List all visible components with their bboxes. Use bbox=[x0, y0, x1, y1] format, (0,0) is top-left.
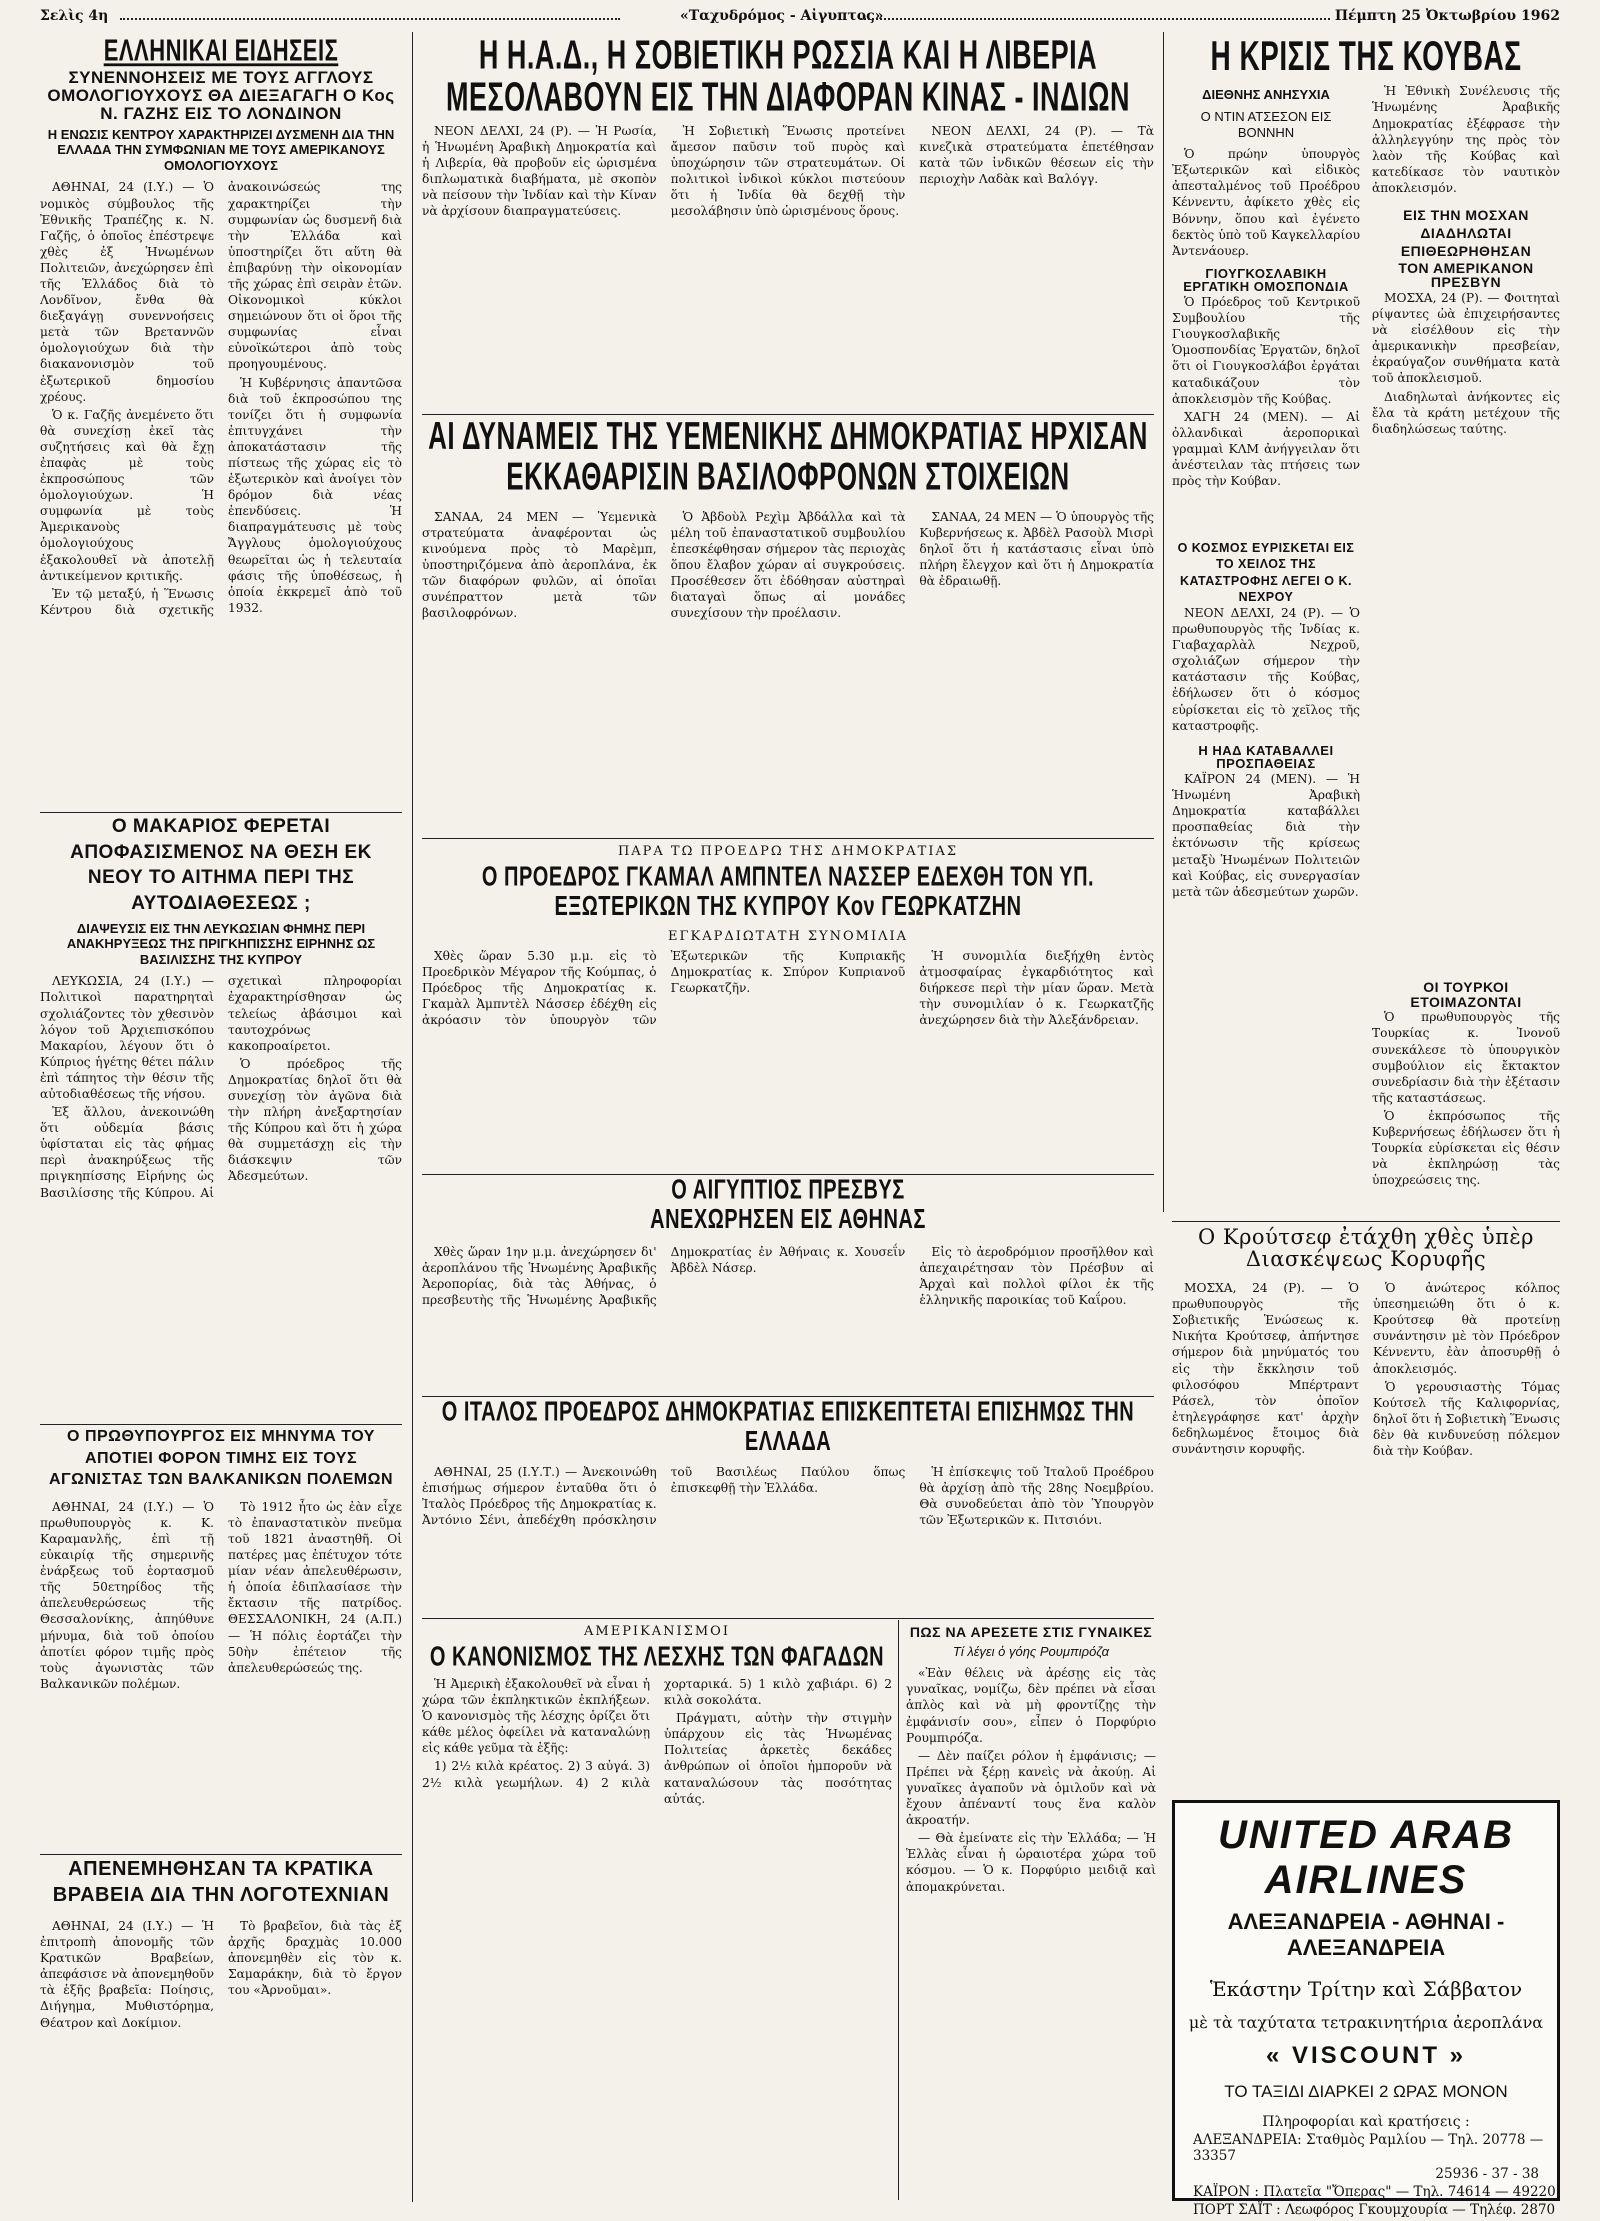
subheadline: ΕΓΚΑΡΔΙΩΤΑΤΗ ΣΥΝΟΜΙΛΙΑ bbox=[667, 929, 909, 944]
paragraph: Ὁ πρωθυπουργὸς τῆς Τουρκίας κ. Ἰνονοῦ συνεκάλεσε τὸ ὑπουργικὸν συμβούλιον εἰς ἔκτακτον συνεδρίασιν διὰ τὴν ἐξέτασιν τῆς καταστάσεως. bbox=[1372, 1010, 1560, 1105]
article-literary-prizes bbox=[40, 1856, 402, 2196]
kicker: ΠΑΡΑ ΤΩ ΠΡΟΕΔΡΩ ΤΗΣ ΔΗΜΟΚΡΑΤΙΑΣ bbox=[617, 844, 959, 859]
divider bbox=[40, 1424, 402, 1425]
article-body bbox=[1172, 771, 1360, 900]
subheadline: Η ΕΝΩΣΙΣ ΚΕΝΤΡΟΥ ΧΑΡΑΚΤΗΡΙΖΕΙ ΔΥΣΜΕΝΗ ΔΙΑ ΤΗΝ ΕΛΛΑΔΑ ΤΗΝ ΣΥΜΦΩΝΙΑΝ ΜΕ ΤΟΥΣ ΑΜΕΡΙΚΑΝΟΥΣ ΟΜΟΛΟΓΙΟΥΧΟΥΣ bbox=[47, 126, 395, 173]
divider bbox=[40, 1854, 402, 1855]
headline: Η ΗΑΔ ΚΑΤΑΒΑΛΛΕΙ ΠΡΟΣΠΑΘΕΙΑΣ bbox=[1198, 742, 1334, 772]
article-body bbox=[40, 1918, 402, 2031]
paper-name: «Ταχυδρόμος - Αἰγυπτος» bbox=[680, 8, 884, 24]
paragraph: — Θὰ ἐμείνατε εἰς τὴν Ἑλλάδα; — Ἡ Ἑλλὰς εἶναι ἡ ὡραιοτέρα χώρα τοῦ κόσμου. — Ὁ κ. Πορφύριο μειδιᾷ καὶ ἀπομακρύνεται. bbox=[906, 1831, 1156, 1894]
headline: Ο ΜΑΚΑΡΙΟΣ ΦΕΡΕΤΑΙ ΑΠΟΦΑΣΙΣΜΕΝΟΣ ΝΑ ΘΕΣΗ ΕΚ ΝΕΟΥ ΤΟ ΑΙΤΗΜΑ ΠΕΡΙ ΤΗΣ ΑΥΤΟΔΙΑΘΕΣΕΩΣ ; bbox=[70, 816, 372, 914]
article-body bbox=[40, 973, 402, 1200]
paragraph: «Ἐὰν θέλεις νὰ ἀρέσῃς εἰς τὰς γυναῖκας, νομίζω, δὲν πρέπει νὰ εἶσαι ἁπλὸς καὶ νὰ μὴ φροντίζῃς τὴν ἐμφάνισίν σου», εἶπεν ὁ Πορφύριο Ρουμπιρόζα. bbox=[906, 1666, 1156, 1745]
paragraph: Χθὲς ὥραν 5.30 μ.μ. εἰς τὸ Προεδρικὸν Μέγαρον τῆς Κούμπας, ὁ Πρόεδρος τῆς Δημοκρατίας κ. Γκαμὰλ Ἀμπντὲλ Νάσσερ ἐδέχθη εἰς ἀκρόασιν τὸν ὑπουργὸν τῶν Ἐξωτερικῶν τῆς Κυπριακῆς Δημοκρατίας κ. Σπύρον Κυπριανοῦ Γεωρκατζῆν. bbox=[422, 949, 906, 1028]
paragraph: Ἐξ ἄλλου, ἀνεκοινώθη ὅτι οὐδεμία βάσις ὑφίσταται εἰς τὰς φήμας περὶ ἀνακηρύξεως τῆς πριγκηπίσσης Εἰρήνης ὡς Βασιλίσσης τῆς Κύπρου. Αἱ σχετικαὶ πληροφορίαι ἐχαρακτηρίσθησαν ὡς τελείως ἀβάσιμοι καὶ ταυτοχρόνως κακοπροαίρετοι. bbox=[40, 974, 402, 1200]
kicker: ΑΜΕΡΙΚΑΝΙΣΜΟΙ bbox=[584, 1624, 730, 1639]
column-divider bbox=[898, 1620, 899, 2200]
subheadline: Τί λέγει ὁ γόης Ρουμπιρόζα bbox=[952, 1643, 1110, 1659]
article-body bbox=[1372, 83, 1560, 196]
article-body bbox=[422, 948, 1154, 1028]
article-makarios bbox=[40, 814, 402, 1416]
article-khrushchev bbox=[1172, 1226, 1560, 1796]
ad-contact-line: ΑΛΕΞΑΝΔΡΕΙΑ: Σταθμὸς Ραμλίου — Τηλ. 20778 — 33357 bbox=[1193, 2132, 1544, 2164]
article-body bbox=[1172, 605, 1360, 734]
article-women-body bbox=[906, 1625, 1156, 2200]
page-number: Σελὶς 4η bbox=[40, 8, 109, 24]
article-nasser-cyprus bbox=[422, 840, 1154, 1165]
headline: ΕΙΣ ΤΗΝ ΜΟΣΧΑΝ ΔΙΑΔΗΛΩΤΑΙ ΕΠΙΘΕΩΡΗΘΗΣΑΝ bbox=[1400, 207, 1532, 260]
cuba-left bbox=[1172, 83, 1360, 491]
paragraph: 1) 2½ κιλὰ κρέατος. 2) 3 αὐγά. 3) 2½ κιλὰ γεωμήλων. 4) 2 κιλὰ χορταρικά. 5) 1 κιλὸ χαβιάρι. 6) 2 κιλὰ σοκολάτα. bbox=[422, 1677, 892, 1790]
column-divider bbox=[412, 32, 413, 2202]
paragraph: Ὁ ἀνώτερος κόλπος ὑπεσημειώθη ὅτι ὁ κ. Κρούτσεφ θὰ προτείνῃ συνάντησιν μὲ τὸν Πρόεδρον Κέννεντυ, ἐὰν ἀποσυρθῇ ὁ ἀποκλεισμός. bbox=[1373, 1281, 1560, 1376]
paragraph: Τὸ 1912 ἦτο ὡς ἐὰν εἶχε τὸ ἐπαναστατικὸν πνεῦμα τοῦ 1821 ἀναστηθῆ. Οἱ πατέρες μας ἐπέτυχον τότε μίαν νέαν ἀπελευθέρωσιν, ἡ ὁποία ἐδιπλασίασε τὴν ἔκτασιν τῆς πατρίδος. ΘΕΣΣΑΛΟΝΙΚΗ, 24 (Α.Π.) — Ἡ πόλις ἑορτάζει τὴν 50ὴν ἐπέτειον τῆς ἀπελευθερώσεώς της. bbox=[228, 1499, 402, 1675]
headline: ΤΟΝ ΑΜΕΡΙΚΑΝΟΝ ΠΡΕΣΒΥΝ bbox=[1398, 259, 1534, 291]
headline: Ο Κρούτσεφ ἐτάχθη χθὲς ὑπὲρ Διασκέψεως Κορυφῆς bbox=[1198, 1226, 1534, 1272]
ad-duration: ΤΟ ΤΑΞΙΔΙ ΔΙΑΡΚΕΙ 2 ΩΡΑΣ ΜΟΝΟΝ bbox=[1224, 2082, 1508, 2101]
paragraph: ΛΕΥΚΩΣΙΑ, 24 (Ι.Υ.) — Πολιτικοὶ παρατηρηταὶ σχολιάζοντες τὸν χθεσινὸν λόγον τοῦ Ἀρχιεπισκόπου Μακαρίου, λέγουν ὅτι ὁ Κύπριος ἡγέτης θέτει πάλιν ἐπὶ τάπητος τὴν θέσιν τῆς αὐτοδιαθέσεως τῆς νήσου. bbox=[40, 974, 214, 1101]
article-body bbox=[422, 1676, 892, 1807]
paragraph: ΝΕΟΝ ΔΕΛΧΙ, 24 (Ρ). — Ὁ πρωθυπουργὸς τῆς Ἰνδίας κ. Γιαβαχαρλὰλ Νεχροῦ, σχολιάζων σήμερον τὴν κατάστασιν τῆς Κούβας, ἐδήλωσεν ὅτι ὁ κόσμος εὑρίσκεται εἰς τὸ χεῖλος τῆς καταστροφῆς. bbox=[1172, 606, 1360, 733]
paragraph: Ὁ Ἀβδοὺλ Ρεχὶμ Ἀβδάλλα καὶ τὰ μέλη τοῦ ἐπαναστατικοῦ συμβουλίου ἐπεσκέφθησαν σήμερον τὰς περιοχὰς ὅπου ἔλαβον χώραν αἱ συγκρούσεις. Προσέθεσεν ὅτι ἐδόθησαν αὐστηραὶ διαταγαὶ ὅπως αἱ μονάδες συνεχίσουν τὴν προέλασιν. bbox=[670, 509, 906, 621]
paragraph: Διαδηλωταὶ ἀνήκοντες εἰς ἔλα τὰ κράτη μετέχουν τῆς διαδηλώσεως ταύτης. bbox=[1372, 389, 1560, 436]
article-body bbox=[1172, 294, 1360, 489]
ad-contact-line: ΠΟΡΤ ΣΑΪΤ : Λεωφόρος Γκουμχουρία — Τηλέφ. 2870 bbox=[1193, 2202, 1556, 2218]
paragraph: ΑΘΗΝΑΙ, 24 (Ι.Υ.) — Ὁ νομικὸς σύμβουλος τῆς Ἐθνικῆς Τραπέζης κ. Ν. Γαζῆς, ὁ ὁποῖος ἐπέστρεψε χθὲς ἐξ Ἡνωμένων Πολιτειῶν, ἀνεχώρησεν ἐπὶ τῆς Ἑλλάδος διὰ τὸ Λονδῖνον, ἔνθα θὰ διεξαγάγῃ συνεννοήσεις μετὰ τῶν Βρεταννῶν ὁμολογιούχων διὰ τὴν διακανονισμὸν τοῦ ἐξωτερικοῦ δημοσίου χρέους. bbox=[40, 180, 214, 404]
masthead-rule-right bbox=[860, 18, 1330, 20]
article-india-china bbox=[422, 34, 1154, 404]
divider bbox=[40, 812, 402, 813]
paragraph: ΣΑΝΑΑ, 24 ΜΕΝ — Ὑεμενικὰ στρατεύματα ἀναφέρονται ὡς κινούμενα πρὸς τὸ Μαρὲμπ, ὑποστηριζόμενα ἀπὸ ἀεροπλάνα, ἐκ τῶν διαφόρων φυλῶν, αἱ ὁποῖαι συνέπραττον μετὰ τῶν βασιλοφρόνων. bbox=[422, 509, 657, 621]
ad-info-label: Πληροφορίαι καὶ κρατήσεις : bbox=[1262, 2114, 1470, 2130]
article-body bbox=[40, 1499, 402, 1692]
article-body bbox=[1172, 1280, 1560, 1460]
paragraph: Ὁ Πρόεδρος τοῦ Κεντρικοῦ Συμβουλίου τῆς Γιουγκοσλαβικῆς Ὁμοσπονδίας Ἐργατῶν, δηλοῖ ὅτι οἱ Γιουγκοσλάβοι ἐργάται καταδικάζουν τὸν ἀποκλεισμὸν τῆς Κούβας. bbox=[1172, 295, 1360, 406]
headline: ΑΠΕΝΕΜΗΘΗΣΑΝ ΤΑ ΚΡΑΤΙΚΑ ΒΡΑΒΕΙΑ ΔΙΑ ΤΗΝ ΛΟΓΟΤΕΧΝΙΑΝ bbox=[52, 1858, 390, 1906]
article-nehru bbox=[1172, 540, 1360, 1212]
paragraph: ΜΟΣΧΑ, 24 (Ρ). — Ὁ πρωθυπουργὸς τῆς Σοβιετικῆς Ἑνώσεως κ. Νικήτα Κρούτσεφ, ἀπήντησε σήμερον διὰ μηνύματός του εἰς τὴν ἔκκλησιν τοῦ φιλοσόφου Μπέρτραντ Ράσελ, τὸν ὁποῖον ἐτηλεγράφησε κατ' ἀρχὴν δεδηλωμένος ἔτοιμος διὰ συνάντησιν κορυφῆς. bbox=[1172, 1281, 1359, 1457]
paragraph: Ἡ Ἐθνικὴ Συνέλευσις τῆς Ἡνωμένης Ἀραβικῆς Δημοκρατίας ἐξέφρασε τὴν ἀλληλεγγύην της πρὸς τὸν λαὸν τῆς Κούβας καὶ κατεδίκασε τὸν ναυτικὸν ἀποκλεισμόν. bbox=[1372, 84, 1560, 195]
paragraph: ΝΕΟΝ ΔΕΛΧΙ, 24 (Ρ). — Τὰ κινεζικὰ στρατεύματα ἐπετέθησαν κατὰ τῶν ἰνδικῶν θέσεων εἰς τὴν περιοχὴν Λαδὰκ καὶ Βαλόγγ. bbox=[919, 123, 1154, 186]
issue-date: Πέμπτη 25 Ὀκτωβρίου 1962 bbox=[1334, 8, 1560, 24]
article-body bbox=[40, 179, 402, 618]
headline: ΓΙΟΥΓΚΟΣΛΑΒΙΚΗ ΕΡΓΑΤΙΚΗ ΟΜΟΣΠΟΝΔΙΑ bbox=[1183, 265, 1349, 295]
paragraph: — Δὲν παίζει ρόλον ἡ ἐμφάνισις; — Πρέπει νὰ ξέρῃ κανεὶς νὰ ἀκούῃ. Αἱ γυναῖκες ἀγαποῦν νὰ ὁμιλοῦν καὶ νὰ ἔχουν ἀπέναντί τους ἕνα καλὸν ἀκροατήν. bbox=[906, 1748, 1156, 1828]
ad-route: ΑΛΕΞΑΝΔΡΕΙΑ - ΑΘΗΝΑΙ - ΑΛΕΞΑΝΔΡΕΙΑ bbox=[1227, 1909, 1505, 1960]
article-balkan-wars bbox=[40, 1426, 402, 1846]
section-title: ΕΛΛΗΝΙΚΑΙ ΕΙΔΗΣΕΙΣ bbox=[103, 34, 339, 68]
divider bbox=[422, 838, 1154, 839]
paragraph: ΜΟΣΧΑ, 24 (Ρ). — Φοιτηταὶ ρίψαντες ὠὰ ἐπιχειρήσαντες νὰ εἰσέλθουν εἰς τὴν ἀμερικανικὴν πρεσβείαν, ἐκραύγαζον συνθήματα κατὰ τοῦ ἀποκλεισμοῦ. bbox=[1372, 290, 1560, 386]
paragraph: ΧΑΓΗ 24 (ΜΕΝ). — Αἱ ὀλλανδικαὶ ἀεροπορικαὶ γραμμαὶ ΚΛΜ ἀνήγγειλαν ὅτι ἀνέστειλαν τὰς πτήσεις των πρὸς τὴν Κούβαν. bbox=[1172, 409, 1360, 489]
paragraph: Ὁ κ. Γαζῆς ἀνεμένετο ὅτι θὰ συνεχίσῃ ἐκεῖ τὰς συζητήσεις καὶ θὰ ἔχῃ ἐπαφὰς μὲ τοὺς ἐκπροσώπους τῶν ὁμολογιούχων. Ἡ συμφωνία μὲ τοὺς Ἀμερικανοὺς ὁμολογιούχους ἐξακολουθεῖ νὰ ἀποτελῇ ἀντικείμενον κριτικῆς. bbox=[40, 407, 214, 583]
paragraph: ΚΑΪΡΟΝ 24 (ΜΕΝ). — Ἡ Ἡνωμένη Ἀραβικὴ Δημοκρατία καταβάλλει προσπαθείας διὰ τὴν ἐκτόνωσιν τῆς κρίσεως μεταξὺ Ἡνωμένων Πολιτειῶν καὶ Κούβας, εἰς συνεργασίαν μετὰ τῶν ἀδεσμεύτων χωρῶν. bbox=[1172, 772, 1360, 899]
ad-contact-line: 25936 - 37 - 38 bbox=[1435, 2166, 1539, 2182]
article-body bbox=[422, 123, 1154, 220]
headline: ΟΙ ΤΟΥΡΚΟΙ ΕΤΟΙΜΑΖΟΝΤΑΙ bbox=[1410, 980, 1522, 1010]
headline: Η ΚΡΙΣΙΣ ΤΗΣ ΚΟΥΒΑΣ bbox=[1210, 34, 1522, 79]
paragraph: Τὸ βραβεῖον, διὰ τὰς ἐξ ἀρχῆς δραχμὰς 10.000 ἀπονεμηθὲν εἰς τὸν κ. Σαμαράκην, διὰ τὸ ἔργον του «Ἀρνοῦμαι». bbox=[228, 1919, 402, 1998]
article-body bbox=[906, 1665, 1156, 1896]
paragraph: Ἡ Κυβέρνησις ἀπαντῶσα διὰ τοῦ ἐκπροσώπου της τονίζει ὅτι ἡ συμφωνία ἐπιτυγχάνει τὴν ἀποκατάστασιν τῆς πίστεως τῆς χώρας εἰς τὸ ἐξωτερικὸν καὶ ἀνοίγει τὸν δρόμον διὰ νέας ἐπενδύσεις. Ἡ διαπραγμάτευσις μὲ τοὺς Ἄγγλους ὁμολογιούχους θεωρεῖται ὡς ἡ τελευταία φάσις τῆς ὑποθέσεως, ἡ ὁποία ἐκκρεμεῖ ἀπὸ τοῦ 1932. bbox=[228, 375, 402, 615]
paragraph: Πράγματι, αὐτὴν τὴν στιγμὴν ὑπάρχουν εἰς τὰς Ἡνωμένας Πολιτείας ἀρκετὲς δεκάδες ἀνθρώπων οἱ ὁποῖοι ἠμποροῦν νὰ καταναλώσουν τὰς ποσότητας αὐτάς. bbox=[664, 1711, 892, 1806]
column-divider bbox=[1163, 32, 1164, 1212]
paragraph: Ἡ Ἀμερικὴ ἐξακολουθεῖ νὰ εἶναι ἡ χώρα τῶν ἐκπληκτικῶν ἐκπλήξεων. Ὁ κανονισμὸς τῆς λέσχης ὁρίζει ὅτι κάθε μέλος ὀφείλει νὰ καταναλώνῃ εἰς κάθε γεῦμα τὰ ἑξῆς: bbox=[422, 1677, 650, 1756]
paragraph: Εἰς τὸ ἀεροδρόμιον προσῆλθον καὶ ἀπεχαιρέτησαν τὸν Πρέσβυν αἱ Ἀρχαὶ καὶ πολλοὶ φίλοι ἐκ τῆς ἑλληνικῆς παροικίας τοῦ Καΐρου. bbox=[919, 1245, 1154, 1308]
paragraph: Ἡ συνομιλία διεξήχθη ἐντὸς ἀτμοσφαίρας ἐγκαρδιότητος καὶ διήρκεσε περὶ τὴν μίαν ὥραν. Μετὰ τὴν συνομιλίαν ὁ κ. Γεωρκατζῆς ἀνεχώρησεν διὰ τὴν Ἀλεξάνδρειαν. bbox=[919, 949, 1154, 1028]
divider bbox=[422, 414, 1154, 415]
airline-advertisement bbox=[1172, 1800, 1560, 2218]
divider bbox=[1172, 1221, 1560, 1222]
paragraph: ΣΑΝΑΑ, 24 ΜΕΝ — Ὁ ὑπουργὸς τῆς Κυβερνήσεως κ. Ἀβδὲλ Ρασοὺλ Μισρὶ δηλοῖ ὅτι ἡ κατάστασις εἶναι ὑπὸ πλήρη ἔλεγχον καὶ ὅτι ἡ Δημοκρατία θὰ ἐδραιωθῇ. bbox=[919, 509, 1154, 588]
ad-description: μὲ τὰ ταχύτατα τετρακινητήρια ἀεροπλάνα bbox=[1188, 2013, 1544, 2032]
airline-logo: UNITED ARAB AIRLINES bbox=[1217, 1813, 1515, 1902]
article-body bbox=[422, 509, 1154, 622]
paragraph: Ἐν τῷ μεταξύ, ἡ Ἕνωσις Κέντρου διὰ σχετικῆς ἀνακοινώσεώς της χαρακτηρίζει τὴν συμφωνίαν ὡς δυσμενῆ διὰ τὴν Ἑλλάδα καὶ ὑποστηρίζει ὅτι αὕτη θὰ ἐπιβαρύνῃ τὴν οἰκονομίαν τῆς χώρας ἐπὶ σειρὰν ἐτῶν. Οἰκονομικοὶ κύκλοι σημειώνουν ὅτι οἱ ὅροι τῆς συμφωνίας εἶναι εὐνοϊκώτεροι ἀπὸ τοὺς προηγουμένους. bbox=[40, 180, 402, 617]
article-cuba bbox=[1172, 34, 1560, 534]
paragraph: ΝΕΟΝ ΔΕΛΧΙ, 24 (Ρ). — Ἡ Ρωσία, ἡ Ἡνωμένη Ἀραβικὴ Δημοκρατία καὶ ἡ Λιβερία, θὰ προβοῦν εἰς ὡρισμένα διπλωματικὰ διαβήματα, μὲ σκοπὸν νὰ πείσουν τὴν Ἰνδίαν καὶ τὴν Κίναν νὰ ἀρχίσουν διαπραγματεύσεις. bbox=[422, 123, 657, 219]
ad-aircraft: « VISCOUNT » bbox=[1265, 2042, 1467, 2069]
paragraph: Χθὲς ὥραν 1ην μ.μ. ἀνεχώρησεν δι' ἀεροπλάνου τῆς Ἡνωμένης Ἀραβικῆς Ἀεροπορίας, διὰ τὰς Ἀθήνας, ὁ πρεσβευτὴς τῆς Ἡνωμένης Ἀραβικῆς Δημοκρατίας ἐν Ἀθήναις κ. Χουσεΐν Ἀβδὲλ Νάσερ. bbox=[422, 1245, 906, 1308]
cuba-right bbox=[1372, 83, 1560, 491]
cuba-columns bbox=[1172, 83, 1560, 491]
paragraph: ΑΘΗΝΑΙ, 25 (Ι.Υ.Τ.) — Ἀνεκοινώθη ἐπισήμως σήμερον ἐνταῦθα ὅτι ὁ Ἰταλὸς Πρόεδρος τῆς Δημοκρατίας κ. Ἀντόνιο Σένι, ἀπεδέχθη πρόσκλησιν τοῦ Βασιλέως Παύλου ὅπως ἐπισκεφθῇ τὴν Ἑλλάδα. bbox=[422, 1465, 906, 1528]
masthead-rule-left bbox=[120, 18, 620, 20]
paragraph: Ὁ γερουσιαστὴς Τόμας Κούτσελ τῆς Καλιφορνίας, δηλοῖ ὅτι ἡ Σοβιετικὴ Ἕνωσις δὲν θὰ κινδυνεύσῃ πόλεμον διὰ τὴν Κούβαν. bbox=[1373, 1379, 1560, 1459]
article-body bbox=[1372, 290, 1560, 437]
headline: Ο ΠΡΟΕΔΡΟΣ ΓΚΑΜΑΛ ΑΜΠΝΤΕΛ ΝΑΣΣΕΡ ΕΔΕΧΘΗ ΤΟΝ ΥΠ. ΕΞΩΤΕΡΙΚΩΝ ΤΗΣ ΚΥΠΡΟΥ Κον ΓΕΩΡΚΑΤΖΗΝ bbox=[481, 861, 1095, 922]
paragraph: ΑΘΗΝΑΙ, 24 (Ι.Υ.) — Ὁ πρωθυπουργὸς κ. Κ. Καραμανλῆς, ἐπὶ τῇ εὐκαιρίᾳ τῆς σημερινῆς ἐνάρξεως τοῦ ἑορτασμοῦ τῆς 50ετηρίδος τῆς ἀπελευθερώσεως τῆς Θεσσαλονίκης, ἀπηύθυνε μήνυμα, διὰ τοῦ ὁποίου ἀποτίει φόρον τιμῆς πρὸς τοὺς ἀγωνιστὰς τῶν Βαλκανικῶν πολέμων. bbox=[40, 1499, 214, 1691]
subheadline: ΔΙΕΘΝΗΣ ΑΝΗΣΥΧΙΑ bbox=[1202, 87, 1330, 103]
headline: Ο ΙΤΑΛΟΣ ΠΡΟΕΔΡΟΣ ΔΗΜΟΚΡΑΤΙΑΣ ΕΠΙΣΚΕΠΤΕΤΑΙ ΕΠΙΣΗΜΩΣ ΤΗΝ ΕΛΛΑΔΑ bbox=[441, 1398, 1135, 1457]
ad-days: Ἑκάστην Τρίτην καὶ Σάββατον bbox=[1209, 1977, 1523, 2001]
article-americanisms bbox=[422, 1620, 892, 2200]
divider bbox=[422, 1174, 1154, 1175]
article-body bbox=[1372, 1009, 1560, 1188]
headline: ΣΥΝΕΝΝΟΗΣΕΙΣ ΜΕ ΤΟΥΣ ΑΓΓΛΟΥΣ ΟΜΟΛΟΓΙΟΥΧΟΥΣ ΘΑ ΔΙΕΞΑΓΑΓΗ Ο Κος Ν. ΓΑΖΗΣ ΕΙΣ ΤΟ ΛΟΝΔΙΝΟΝ bbox=[47, 68, 395, 123]
article-greek-news bbox=[40, 34, 402, 804]
article-body bbox=[1172, 146, 1360, 259]
headline: Ο ΚΑΝΟΝΙΣΜΟΣ ΤΗΣ ΛΕΣΧΗΣ ΤΩΝ ΦΑΓΑΔΩΝ bbox=[429, 1641, 885, 1673]
article-turks bbox=[1372, 980, 1560, 1212]
article-yemen bbox=[422, 416, 1154, 828]
paragraph: Ἡ Σοβιετικὴ Ἕνωσις προτείνει ἄμεσον παῦσιν τοῦ πυρὸς καὶ ὑποχώρησιν τῶν στρατευμάτων. Οἱ πολιτικοὶ ἰνδικοὶ κύκλοι πιστεύουν ὅτι ἡ Ἰνδία θὰ δεχθῇ τὴν μεσολάβησιν ὑπὸ ὡρισμένους ὅρους. bbox=[670, 123, 906, 219]
subheadline: ΔΙΑΨΕΥΣΙΣ ΕΙΣ ΤΗΝ ΛΕΥΚΩΣΙΑΝ ΦΗΜΗΣ ΠΕΡΙ ΑΝΑΚΗΡΥΞΕΩΣ ΤΗΣ ΠΡΙΓΚΗΠΙΣΣΗΣ ΕΙΡΗΝΗΣ ΩΣ ΒΑΣΙΛΙΣΣΗΣ ΤΗΣ ΚΥΠΡΟΥ bbox=[66, 920, 376, 967]
subheadline: Ο ΝΤΙΝ ΑΤΣΕΣΟΝ ΕΙΣ ΒΟΝΝΗΝ bbox=[1200, 108, 1332, 140]
headline: Η Η.Α.Δ., Η ΣΟΒΙΕΤΙΚΗ ΡΩΣΣΙΑ ΚΑΙ Η ΛΙΒΕΡΙΑ ΜΕΣΟΛΑΒΟΥΝ ΕΙΣ ΤΗΝ ΔΙΑΦΟΡΑΝ ΚΙΝΑΣ - ΙΝΔΙΩΝ bbox=[445, 34, 1131, 121]
headline: ΑΙ ΔΥΝΑΜΕΙΣ ΤΗΣ ΥΕΜΕΝΙΚΗΣ ΔΗΜΟΚΡΑΤΙΑΣ ΗΡΧΙΣΑΝ ΕΚΚΑΘΑΡΙΣΙΝ ΒΑΣΙΛΟΦΡΟΝΩΝ ΣΤΟΙΧΕΙΩΝ bbox=[428, 416, 1148, 499]
paragraph: Ὁ πρώην ὑπουργὸς Ἐξωτερικῶν καὶ εἰδικὸς ἀπεσταλμένος τοῦ Προέδρου Κέννεντυ, ἀφίκετο χθὲς εἰς Βόννην, ὅπου καὶ ἐγένετο δεκτὸς ὑπὸ τοῦ Καγκελλαρίου Ἀντενάουερ. bbox=[1172, 147, 1360, 258]
paragraph: Ὁ πρόεδρος τῆς Δημοκρατίας δηλοῖ ὅτι θὰ συνεχίσῃ τὸν ἀγῶνα διὰ τὴν πλήρη ἀνεξαρτησίαν τῆς Κύπρου καὶ ὅτι ἡ χώρα θὰ συμμετάσχῃ εἰς τὴν διάσκεψιν τῶν Ἀδεσμεύτων. bbox=[228, 1056, 402, 1184]
headline: Ο ΠΡΩΘΥΠΟΥΡΓΟΣ ΕΙΣ ΜΗΝΥΜΑ ΤΟΥ ΑΠΟΤΙΕΙ ΦΟΡΟΝ ΤΙΜΗΣ ΕΙΣ ΤΟΥΣ ΑΓΩΝΙΣΤΑΣ ΤΩΝ ΒΑΛΚΑΝΙΚΩΝ ΠΟΛΕΜΩΝ bbox=[49, 1428, 393, 1489]
headline: Ο ΑΙΓΥΠΤΙΟΣ ΠΡΕΣΒΥΣ ΑΝΕΧΩΡΗΣΕΝ ΕΙΣ ΑΘΗΝΑΣ bbox=[650, 1176, 926, 1235]
paragraph: Ὁ ἐκπρόσωπος τῆς Κυβερνήσεως ἐδήλωσεν ὅτι ἡ Τουρκία εὑρίσκεται εἰς θέσιν νὰ ἐκπληρώσῃ τὰς ὑποχρεώσεις της. bbox=[1372, 1108, 1560, 1188]
paragraph: ΑΘΗΝΑΙ, 24 (Ι.Υ.) — Ἡ ἐπιτροπὴ ἀπονομῆς τῶν Κρατικῶν Βραβείων, ἀπεφάσισε νὰ ἀπονεμηθοῦν τὰ ἑξῆς βραβεῖα: Ποίησις, Διήγημα, Μυθιστόρημα, Θέατρον καὶ Δοκίμιον. bbox=[40, 1919, 214, 2030]
headline: ΠΩΣ ΝΑ ΑΡΕΣΕΤΕ ΣΤΙΣ ΓΥΝΑΙΚΕΣ bbox=[909, 1625, 1153, 1640]
headline: Ο ΚΟΣΜΟΣ ΕΥΡΙΣΚΕΤΑΙ ΕΙΣ ΤΟ ΧΕΙΛΟΣ ΤΗΣ ΚΑΤΑΣΤΡΟΦΗΣ ΛΕΓΕΙ Ο Κ. ΝΕΧΡΟΥ bbox=[1177, 541, 1355, 604]
ad-contact-line: ΚΑΪΡΟΝ : Πλατεῖα "Ὄπερας" — Τηλ. 74614 — 49220 bbox=[1193, 2184, 1556, 2200]
paragraph: Ἡ ἐπίσκεψις τοῦ Ἰταλοῦ Προέδρου θὰ ἀρχίσῃ ἀπὸ τῆς 28ης Νοεμβρίου. Θὰ συνοδεύεται ἀπὸ τὸν Ὑπουργὸν τῶν Ἐξωτερικῶν κ. Πιτσιόνι. bbox=[919, 1465, 1154, 1528]
